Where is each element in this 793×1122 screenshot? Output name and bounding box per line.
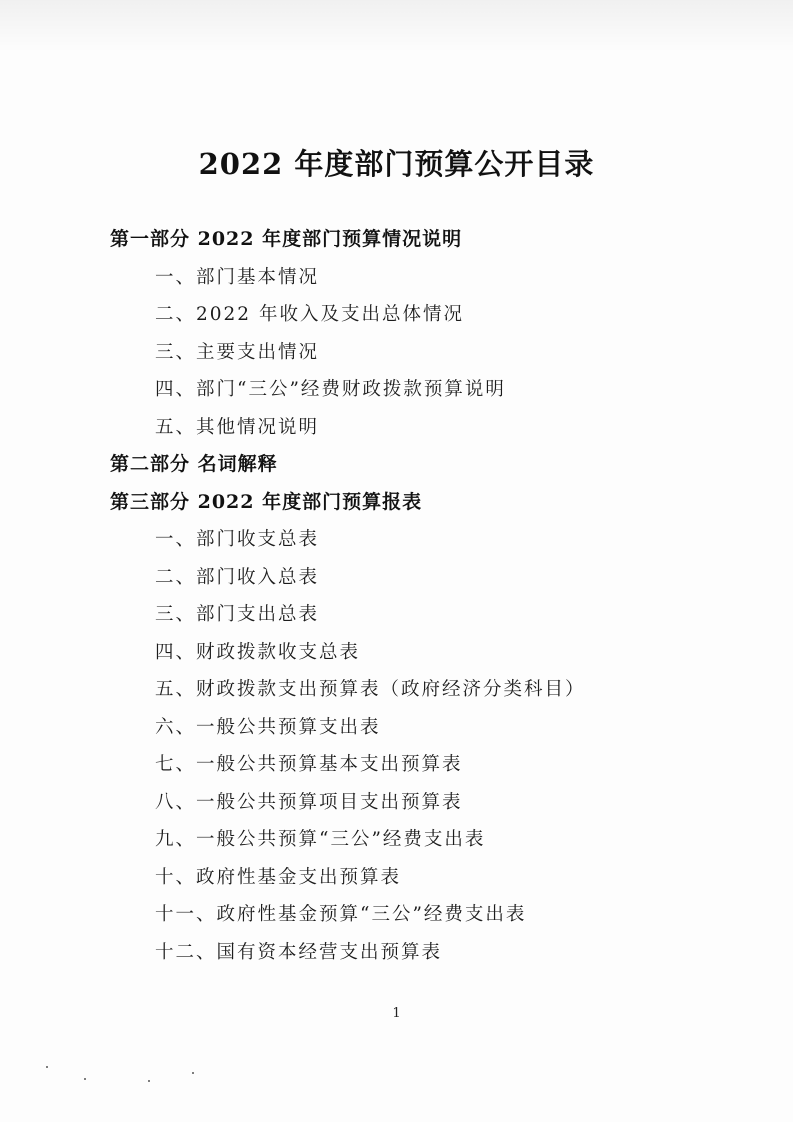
- toc-item-3-9: 九、一般公共预算“三公”经费支出表: [155, 829, 486, 850]
- scan-speck: [192, 1072, 194, 1074]
- document-title: 2022 年度部门预算公开目录: [198, 147, 595, 181]
- toc-item-3-6: 六、一般公共预算支出表: [155, 717, 381, 738]
- toc-item-3-4: 四、财政拨款收支总表: [155, 642, 361, 663]
- toc-item-1-1: 一、部门基本情况: [155, 267, 320, 288]
- toc-item-1-3: 三、主要支出情况: [155, 342, 320, 363]
- scan-speck: [46, 1066, 48, 1068]
- toc-item-3-7: 七、一般公共预算基本支出预算表: [155, 754, 463, 775]
- toc-item-3-12: 十二、国有资本经营支出预算表: [155, 942, 443, 963]
- toc-item-1-5: 五、其他情况说明: [155, 417, 320, 438]
- toc-item-3-1: 一、部门收支总表: [155, 529, 320, 550]
- toc-item-3-5: 五、财政拨款支出预算表（政府经济分类科目）: [155, 679, 586, 700]
- toc-item-3-10: 十、政府性基金支出预算表: [155, 867, 402, 888]
- toc-item-1-2: 二、2022 年收入及支出总体情况: [155, 304, 464, 325]
- scan-speck: [148, 1080, 150, 1082]
- toc-part-1: 第一部分 2022 年度部门预算情况说明: [110, 228, 463, 250]
- toc-item-3-2: 二、部门收入总表: [155, 567, 320, 588]
- toc-part-2: 第二部分 名词解释: [110, 453, 278, 475]
- toc-item-3-8: 八、一般公共预算项目支出预算表: [155, 792, 463, 813]
- toc-item-3-11: 十一、政府性基金预算“三公”经费支出表: [155, 904, 527, 925]
- toc-item-3-3: 三、部门支出总表: [155, 604, 320, 625]
- toc-item-1-4: 四、部门“三公”经费财政拨款预算说明: [155, 379, 506, 400]
- page-number: 1: [392, 1006, 401, 1021]
- scan-shadow: [0, 0, 793, 52]
- scan-speck: [84, 1078, 86, 1080]
- toc-part-3: 第三部分 2022 年度部门预算报表: [110, 491, 423, 513]
